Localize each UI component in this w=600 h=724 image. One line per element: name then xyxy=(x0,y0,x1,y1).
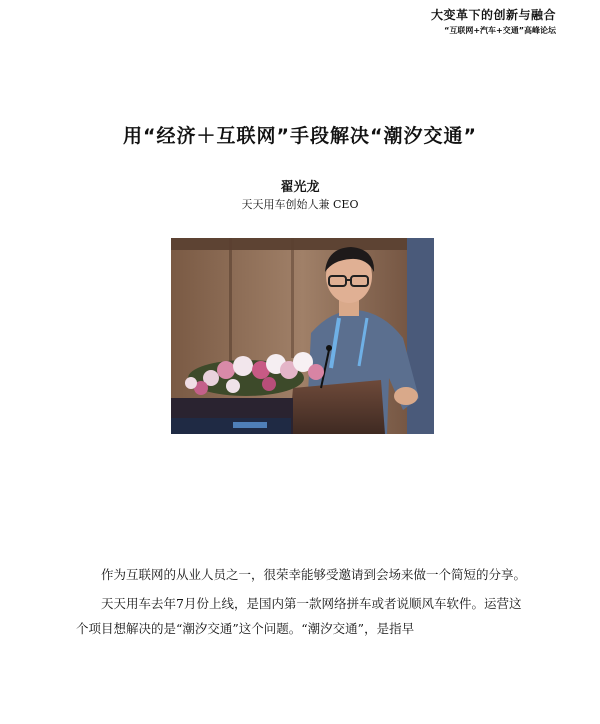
header-title: 大变革下的创新与融合 xyxy=(430,8,556,22)
speaker-photo xyxy=(171,238,434,434)
running-header xyxy=(431,6,556,36)
article-body xyxy=(76,562,530,641)
paragraph-1: 作为互联网的从业人员之一，很荣幸能够受邀请到会场来做一个简短的分享。 xyxy=(101,567,527,582)
paragraph-2: 天天用车去年7月份上线，是国内第一款网络拼车或者说顺风车软件。运营这个项目想解决的是“潮汐交通”这个问题。“潮汐交通”，是指早 xyxy=(76,596,522,636)
article-title: 用“经济＋互联网”手段解决“潮汐交通” xyxy=(123,125,477,147)
author-affiliation: 天天用车创始人兼 CEO xyxy=(241,198,359,211)
header-subtitle: “互联网+汽车+交通”高峰论坛 xyxy=(444,26,556,35)
article-author: 翟光龙 xyxy=(280,180,320,195)
